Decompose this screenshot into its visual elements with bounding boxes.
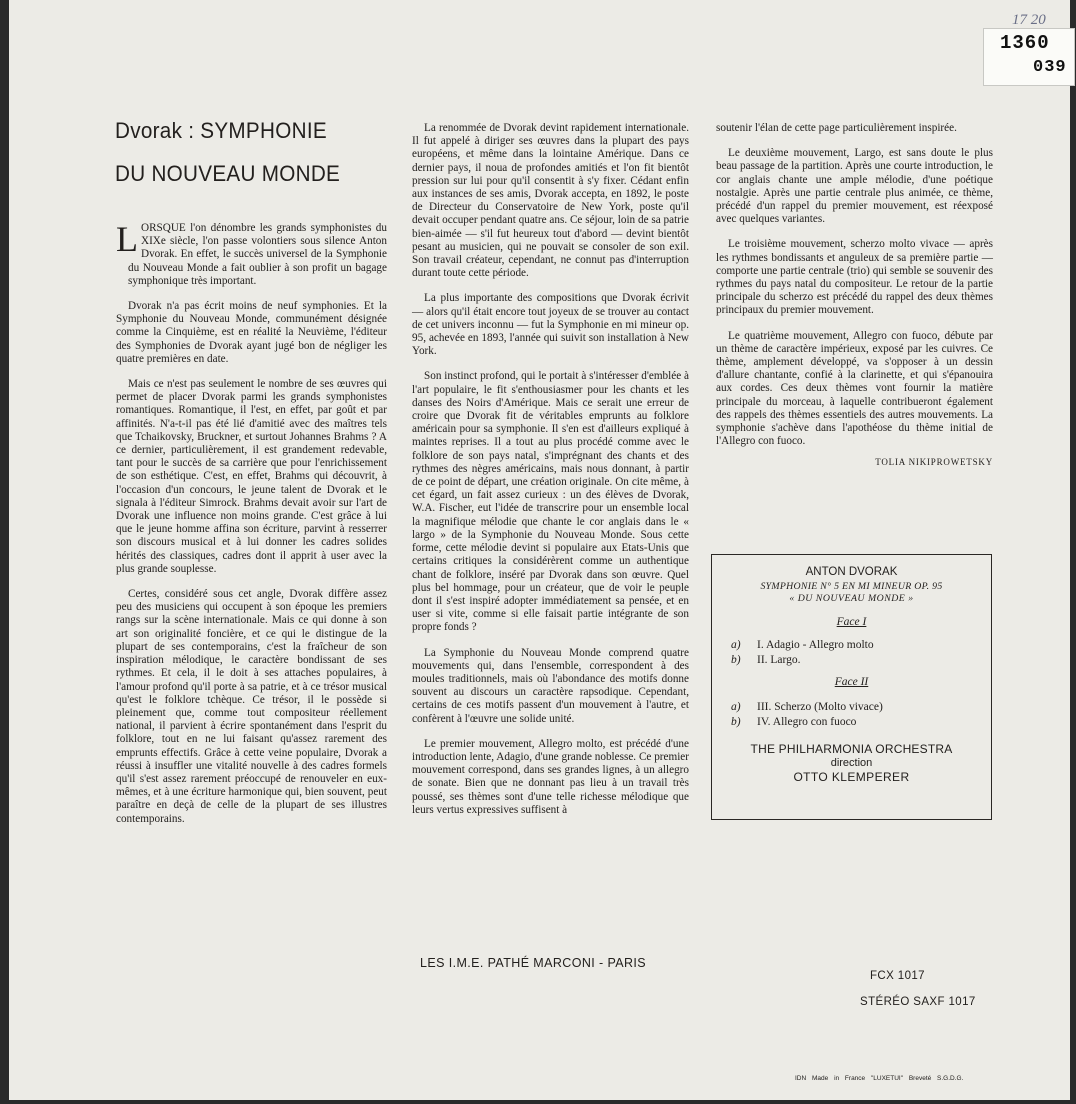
text-column-1 bbox=[116, 219, 387, 838]
face-2-title: Face II bbox=[834, 676, 869, 688]
paragraph: Son instinct profond, qui le portait à s'intéresser d'emblée à l'art populaire, le fit s'enthousiasmer pour les chants et les danses des Noirs d'Amérique. Mais ce serait une erreur de croire que Dvorak fit de véritables emprunts au folklore américain pour sa symphonie. Il s'en est d'ailleurs expliqué à maintes reprises. Il a tout au plus procédé comme avec le folklore de son pays natal, s'imprégnant des chants et des rythmes des nègres américains, mais nous donnant, à partir de ce point de départ, une création originale. On cite même, à cet égard, un fait assez curieux : un des élèves de Dvorak, W.A. Fischer, eut l'idée de transcrire pour un ensemble local la magnifique mélodie que chante le cor anglais dans le « largo » de la Symphonie du Nouveau Monde. Sous cette forme, cette mélodie devint si populaire aux Etats-Unis que certains critiques la considérèrent comme un authentique chant de folklore, inséré par Dvorak dans son œuvre. Quel plus bel hommage, pour un créateur, que de voir le peuple dont il s'est inspiré adopter immédiatement sa pensée, et en user si vite, comme si elle faisait partie intégrante de son propre fonds ? bbox=[412, 370, 689, 634]
box-subtitle: « DU NOUVEAU MONDE » bbox=[789, 593, 914, 604]
paragraph: Le troisième mouvement, scherzo molto vivace — après les rythmes bondissants et anguleux de sa première partie — comporte une partie centrale (trio) qui semble se souvenir des rythmes du pays natal du compositeur. Le retour de la partie principale du scherzo est précédé du rappel des deux thèmes principaux du premier mouvement. bbox=[716, 238, 993, 317]
sleeve-bottom-edge bbox=[0, 1100, 1076, 1104]
sleeve-left-edge bbox=[0, 0, 9, 1104]
paragraph: Mais ce n'est pas seulement le nombre de ses œuvres qui permet de placer Dvorak parmi les grands symphonistes romantiques. Romantique, il l'est, en effet, par goût et par affinités. N'a-t-il pas été lié d'amitié avec des maîtres tels que Tchaikovsky, Bruckner, et surtout Johannes Brahms ? A ce dernier, particulièrement, il est grandement redevable, tant pour le succès de sa carrière que pour l'enrichissement de son esthétique. C'est, en effet, Brahms qui découvrit, à l'occasion d'un concours, le jeune talent de Dvorak et le signala à l'éditeur Simrock. Brahms devait avoir sur l'art de Dvorak une influence non moins grande. C'est grâce à lui que le jeune homme affina son écriture, parvint à resserrer son discours musical et à lui donner les cadres solides hérités des classiques, cadres dont il apprit à user avec la plus grande souplesse. bbox=[116, 378, 387, 575]
paragraph bbox=[116, 219, 387, 288]
paragraph: La plus importante des compositions que Dvorak écrivit — alors qu'il était encore tout joyeux de se trouver au contact de cet univers inconnu — fut la Symphonie en mi mineur op. 95, achevée en 1893, l'année qui suivit son installation à New York. bbox=[412, 292, 689, 358]
paragraph: La renommée de Dvorak devint rapidement internationale. Il fut appelé à diriger ses œuvres dans la plupart des pays européens, et même dans la lointaine Amérique. Dans ce dernier pays, il noua de profondes amitiés et l'on fit bientôt pression sur lui pour qu'il consentit à s'y fixer. Cédant enfin aux instances de ses amis, Dvorak accepta, en 1892, le poste de Directeur du Conservatoire de New York, poste qu'il devait occuper pendant quatre ans. Ce séjour, loin de sa patrie bien-aimée — s'il fut heureux tout d'abord — devint bientôt pesant au musicien, qui ne pouvait se consoler de son exil. Son travail créateur, cependant, ne connut pas d'interruption durant toute cette période. bbox=[412, 122, 689, 280]
face-2-tracks bbox=[712, 700, 991, 730]
record-label: LES I.M.E. PATHÉ MARCONI - PARIS bbox=[420, 956, 647, 970]
track-row bbox=[712, 700, 991, 715]
box-symphony: SYMPHONIE N° 5 EN MI MINEUR OP. 95 bbox=[760, 581, 943, 592]
paragraph-text: ORSQUE l'on dénombre les grands symphonistes du XIXe siècle, l'on passe volontiers sous silence Anton Dvorak. En effet, le succès universel de la Symphonie du Nouveau Monde a fait oublier à son profit un bagage symphonique très important. bbox=[128, 222, 387, 287]
text-column-3 bbox=[716, 122, 993, 470]
track-row bbox=[712, 638, 991, 653]
track-marker: a) bbox=[731, 701, 741, 713]
conductor-name: OTTO KLEMPERER bbox=[793, 770, 910, 784]
sticker-number-1: 1360 bbox=[1000, 32, 1050, 54]
orchestra-name: THE PHILHARMONIA ORCHESTRA bbox=[750, 742, 953, 756]
track-listing-box bbox=[711, 554, 992, 820]
paragraph: Certes, considéré sous cet angle, Dvorak diffère assez peu des musiciens qui occupent à son époque les premiers rangs sur la scène internationale. Mais ce qui donne à son art son originalité foncière, et ce qui le distingue de la plupart de ses contemporains, c'est la fraîcheur de son inspiration mélodique, le caractère bondissant de ses rythmes. Et cela, il le doit à ses attaches populaires, à l'amour profond qu'il porte à sa patrie, et à ce trésor musical qu'est le folklore tchèque. Ce trésor, il le possède si pleinement que, comme tout compositeur réellement national, il parvient à écrire spontanément dans l'esprit du folklore, tout en ne lui faisant qu'assez rarement des emprunts effectifs. Grâce à cette veine populaire, Dvorak a réussi à insuffler une vitalité nouvelle à des cadres formels qu'il s'est assez rarement préoccupé de renouveler en eux-mêmes, et à une écriture harmonique qui, bien souvent, peut paraître en deçà de celle de la plupart de ses illustres contemporains. bbox=[116, 588, 387, 825]
track-label: IV. Allegro con fuoco bbox=[757, 716, 857, 728]
direction-label: direction bbox=[830, 757, 873, 769]
title-line-2: DU NOUVEAU MONDE bbox=[115, 161, 341, 186]
paragraph: Le premier mouvement, Allegro molto, est précédé d'une introduction lente, Adagio, d'une grande noblesse. Ce premier mouvement correspond, dans ses grandes lignes, à un allegro de sonate. Bien que ne donnant pas lieu à un travail très poussé, ses thèmes sont d'une telle richesse mélodique que leurs vertus expressives suffisent à bbox=[412, 737, 689, 816]
paragraph: soutenir l'élan de cette page particulièrement inspirée. bbox=[716, 122, 957, 134]
track-label: II. Largo. bbox=[757, 654, 801, 666]
sleeve-right-edge bbox=[1070, 0, 1076, 1104]
catalog-number-mono: FCX 1017 bbox=[870, 970, 925, 982]
printer-credit: IDN Made in France "LUXETUI" Breveté S.G.D.G. bbox=[795, 1075, 964, 1082]
track-label: I. Adagio - Allegro molto bbox=[757, 639, 874, 651]
drop-cap: L bbox=[116, 219, 138, 259]
track-marker: b) bbox=[731, 716, 741, 728]
track-label: III. Scherzo (Molto vivace) bbox=[757, 701, 883, 713]
paragraph: Dvorak n'a pas écrit moins de neuf symphonies. Et la Symphonie du Nouveau Monde, communément désignée comme la Cinquième, est en réalité la Neuvième, l'éditeur des Symphonies de Dvorak ayant jugé bon de négliger les quatre premières en date. bbox=[116, 300, 387, 365]
author-signature: TOLIA NIKIPROWETSKY bbox=[875, 457, 993, 468]
track-marker: a) bbox=[731, 639, 741, 651]
text-column-2 bbox=[412, 122, 689, 829]
box-artist: ANTON DVORAK bbox=[805, 566, 898, 578]
track-row bbox=[712, 715, 991, 730]
paragraph: La Symphonie du Nouveau Monde comprend quatre mouvements qui, dans l'ensemble, correspondent à des moules traditionnels, mais où l'abondance des motifs donne souvent au discours un caractère rapsodique. Cependant, certains de ces motifs passent d'un mouvement à l'autre, et confèrent à l'œuvre une solide unité. bbox=[412, 646, 689, 725]
track-row bbox=[712, 653, 991, 668]
paragraph: Le quatrième mouvement, Allegro con fuoco, débute par un thème de caractère impérieux, exposé par les cuivres. Ce thème, amplement développé, va s'opposer à un dessin d'allure chantante, confié à la clarinette, et qui s'épanouira aux cordes. Ces deux thèmes vont fournir la matière principale du morceau, à laquelle contribueront également des rappels des thèmes essentiels des autres mouvements. La symphonie s'achève dans l'apothéose du thème initial de l'Allegro con fuoco. bbox=[716, 329, 993, 448]
track-marker: b) bbox=[731, 654, 741, 666]
sticker-number-2: 039 bbox=[1033, 58, 1067, 77]
title-line-1: Dvorak : SYMPHONIE bbox=[115, 118, 327, 143]
face-1-tracks bbox=[712, 638, 991, 668]
catalog-number-stereo: STÉRÉO SAXF 1017 bbox=[860, 996, 976, 1008]
paragraph: Le deuxième mouvement, Largo, est sans doute le plus beau passage de la partition. Après une courte introduction, le cor anglais chante une ample mélodie, d'une poétique nostalgie. Après une partie centrale plus animée, ce thème, précédé d'un rappel du premier mouvement, est réexposé avec quelques variantes. bbox=[716, 147, 993, 226]
sticker-handwritten: 17 20 bbox=[1012, 12, 1046, 28]
face-1-title: Face I bbox=[836, 616, 867, 628]
